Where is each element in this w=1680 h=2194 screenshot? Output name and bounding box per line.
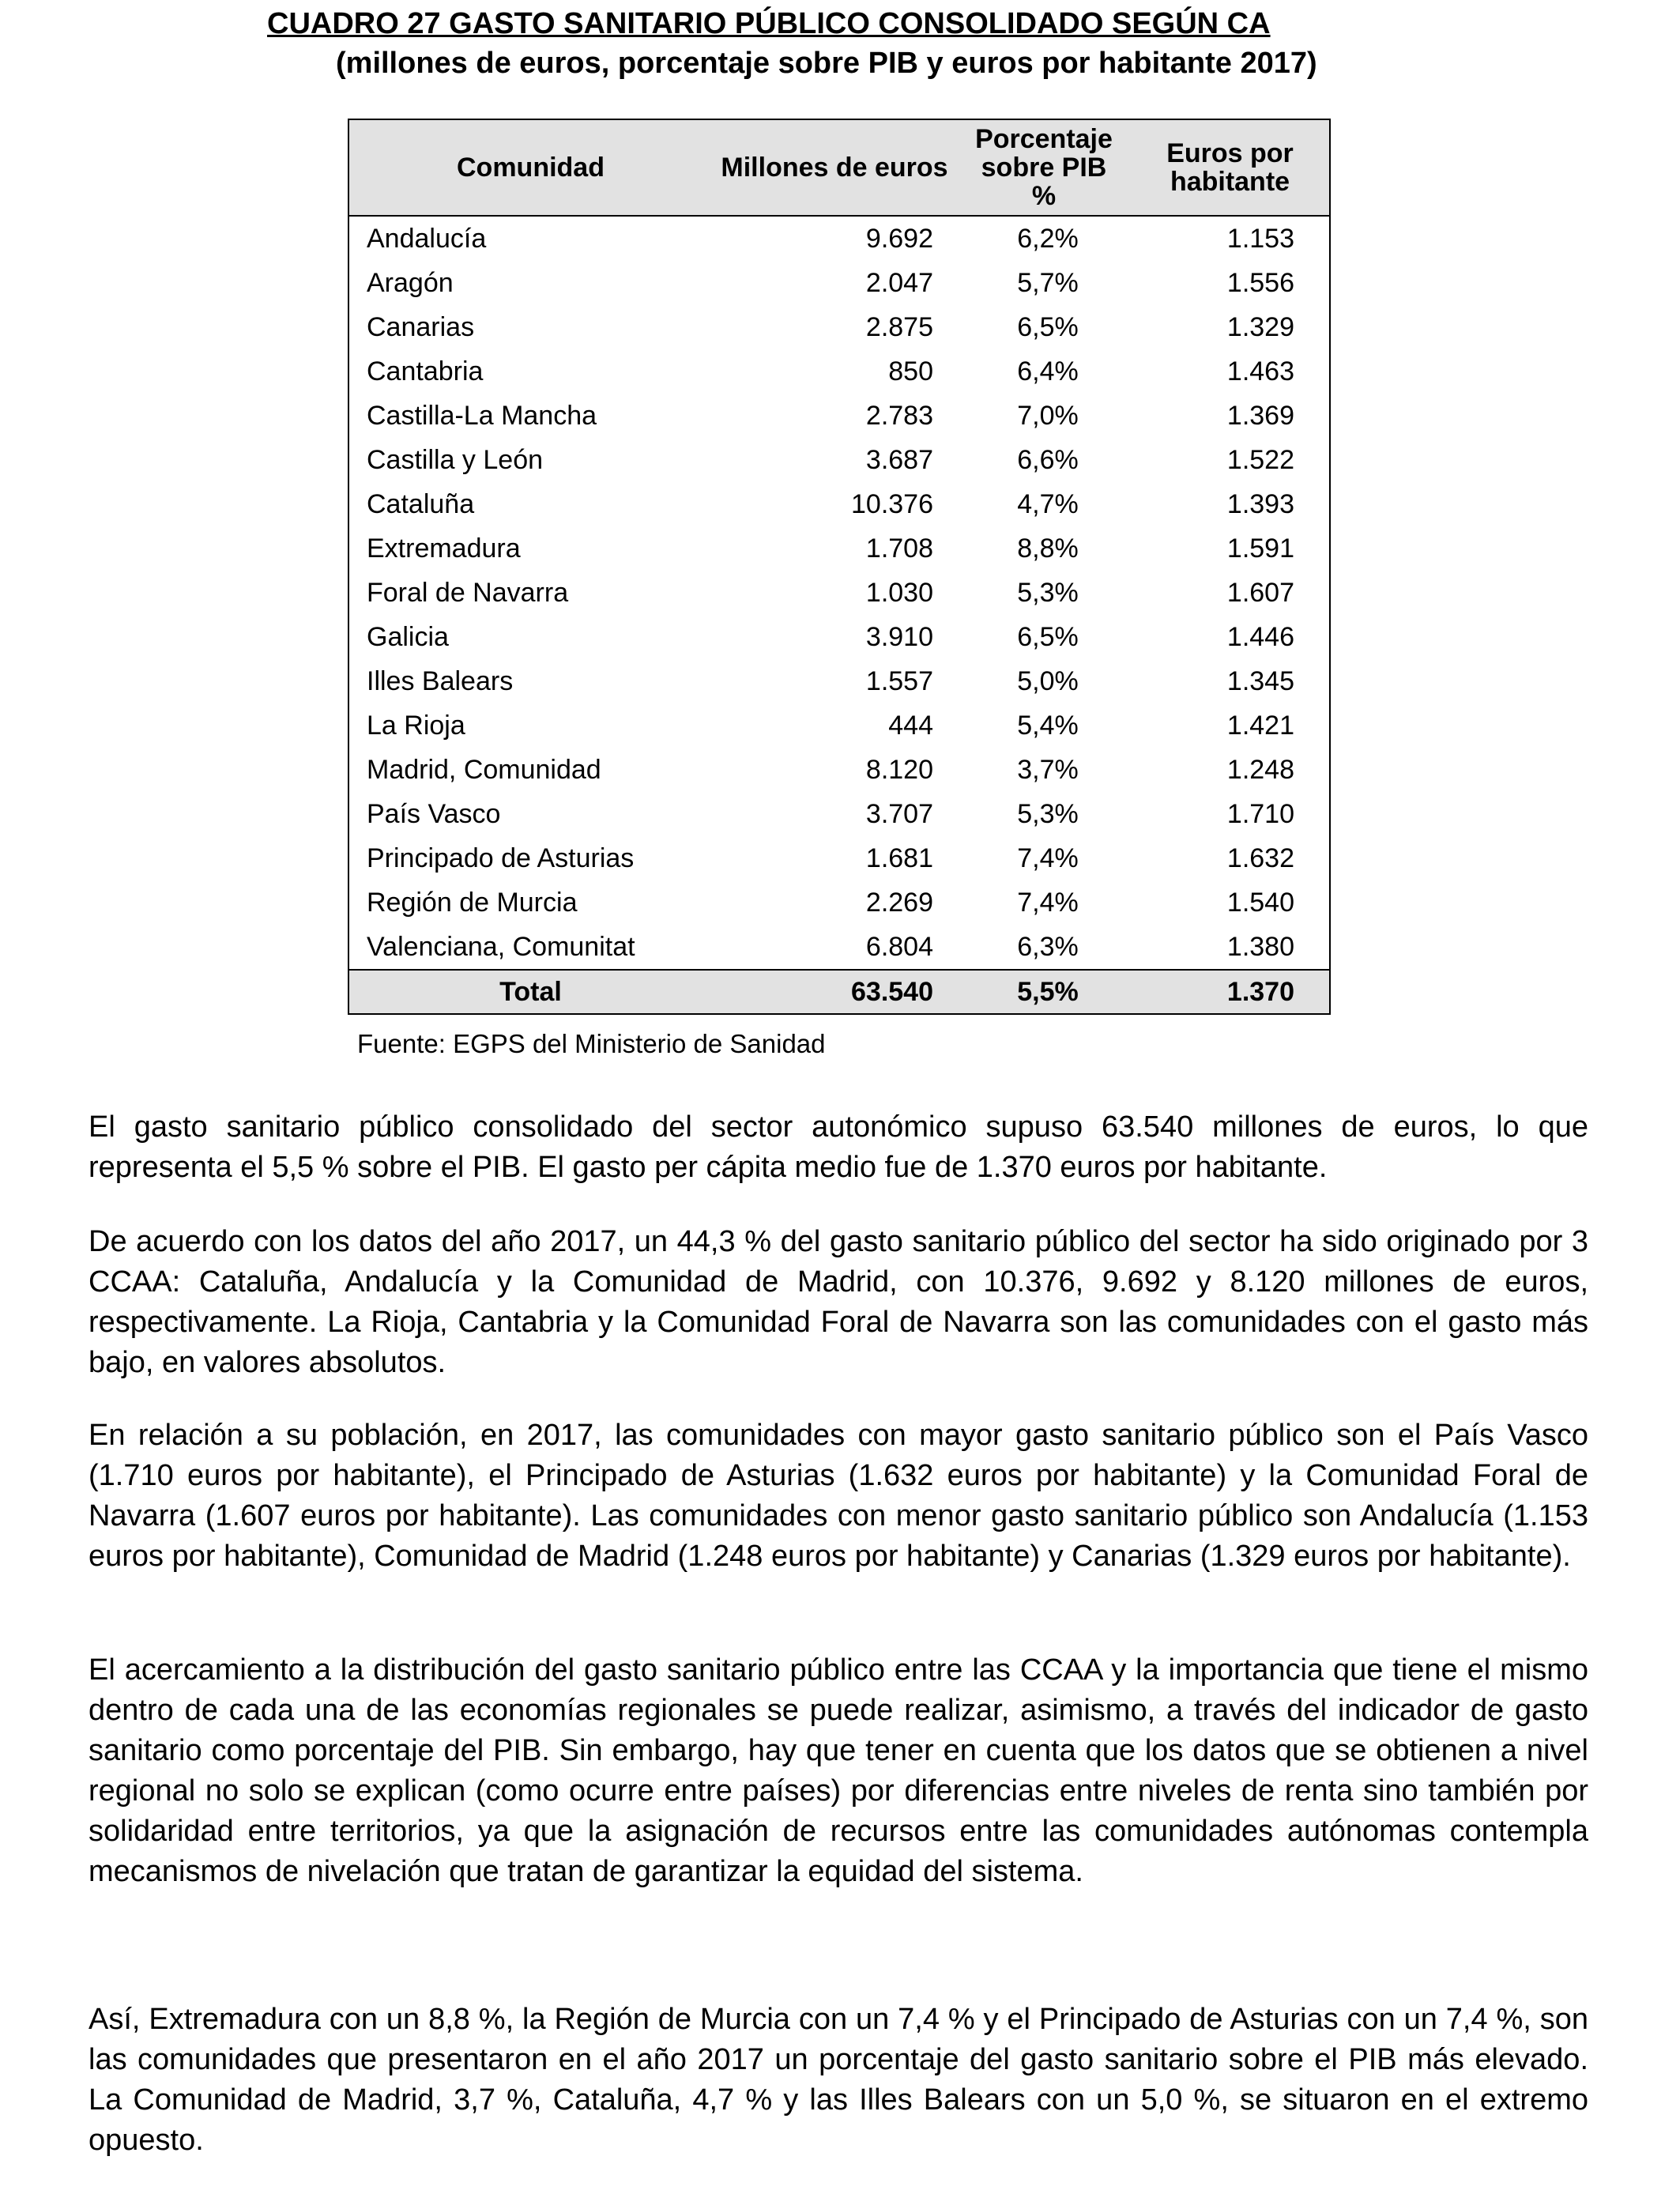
cell-euros: 1.607 xyxy=(1226,578,1294,608)
cell-millones: 1.030 xyxy=(865,578,933,608)
table-row xyxy=(348,659,1330,703)
cell-millones: 6.804 xyxy=(865,932,933,962)
header-euros-line2: habitante xyxy=(1170,167,1290,197)
cell-euros: 1.393 xyxy=(1226,489,1294,519)
data-table xyxy=(348,119,1331,1015)
table-row xyxy=(348,703,1330,748)
paragraph-2: De acuerdo con los datos del año 2017, un 44,3 % del gasto sanitario público del sector ha sido originado por 3 CCAA: Cataluña, Andalucía y la Comunidad de Madrid, con 10.376, 9.692 y 8.120 millones de euros, respectivamente. La Rioja, Cantabria y la Comunidad Foral de Navarra son las comunidades con el gasto más bajo, en valores absolutos. xyxy=(89,1225,1588,1379)
cell-euros: 1.710 xyxy=(1226,799,1294,829)
cell-porcentaje: 3,7% xyxy=(1017,755,1079,785)
cell-millones: 8.120 xyxy=(865,755,933,785)
cell-euros: 1.380 xyxy=(1226,932,1294,962)
cell-millones: 2.269 xyxy=(865,888,933,918)
cell-millones: 1.708 xyxy=(865,533,933,564)
cell-porcentaje: 6,5% xyxy=(1017,622,1079,652)
cell-millones: 3.687 xyxy=(865,445,933,475)
cell-millones: 2.875 xyxy=(865,312,933,342)
header-porcentaje-line1: Porcentaje xyxy=(975,124,1113,154)
header-porcentaje xyxy=(957,119,1131,216)
header-comunidad: Comunidad xyxy=(348,119,712,216)
cell-porcentaje: 7,0% xyxy=(1017,401,1079,431)
cell-comunidad: Castilla-La Mancha xyxy=(367,401,597,431)
cell-millones: 1.681 xyxy=(865,843,933,873)
cell-euros: 1.446 xyxy=(1226,622,1294,652)
header-porcentaje-line2: sobre PIB xyxy=(981,153,1107,183)
cell-euros: 1.248 xyxy=(1226,755,1294,785)
cell-comunidad: Extremadura xyxy=(367,533,521,564)
paragraph-3: En relación a su población, en 2017, las comunidades con mayor gasto sanitario público son el País Vasco (1.710 euros por habitante), el Principado de Asturias (1.632 euros por habitante) y la Comunidad Foral de Navarra (1.607 euros por habitante). Las comunidades con menor gasto sanitario público son Andalucía (1.153 euros por habitante), Comunidad de Madrid (1.248 euros por habitante) y Canarias (1.329 euros por habitante). xyxy=(89,1419,1588,1573)
cell-euros: 1.345 xyxy=(1226,666,1294,696)
table-row xyxy=(348,925,1330,970)
cell-comunidad: La Rioja xyxy=(367,711,465,741)
cell-euros: 1.540 xyxy=(1226,888,1294,918)
cell-comunidad: Castilla y León xyxy=(367,445,544,475)
cell-euros: 1.591 xyxy=(1226,533,1294,564)
table-row xyxy=(348,394,1330,438)
data-table-container xyxy=(348,119,1329,1015)
cell-comunidad: Galicia xyxy=(367,622,449,652)
cell-comunidad: País Vasco xyxy=(367,799,501,829)
cell-comunidad: Aragón xyxy=(367,268,454,298)
cell-porcentaje: 6,5% xyxy=(1017,312,1079,342)
cell-porcentaje: 6,3% xyxy=(1017,932,1079,962)
cell-porcentaje: 6,6% xyxy=(1017,445,1079,475)
header-euros-line1: Euros por xyxy=(1166,138,1294,168)
document-title: CUADRO 27 GASTO SANITARIO PÚBLICO CONSOLIDADO SEGÚN CA xyxy=(267,7,1271,40)
cell-millones: 3.707 xyxy=(865,799,933,829)
cell-euros: 1.522 xyxy=(1226,445,1294,475)
table-row xyxy=(348,880,1330,925)
header-millones: Millones de euros xyxy=(712,119,957,216)
cell-comunidad: Principado de Asturias xyxy=(367,843,635,873)
table-row xyxy=(348,526,1330,571)
cell-comunidad: Foral de Navarra xyxy=(367,578,569,608)
cell-millones: 2.783 xyxy=(865,401,933,431)
cell-porcentaje: 6,4% xyxy=(1017,356,1079,386)
cell-comunidad: Cantabria xyxy=(367,356,484,386)
table-row xyxy=(348,349,1330,394)
cell-euros: 1.329 xyxy=(1226,312,1294,342)
cell-euros: 1.370 xyxy=(1131,970,1330,1014)
cell-porcentaje: 4,7% xyxy=(1017,489,1079,519)
table-row xyxy=(348,836,1330,880)
cell-comunidad: Canarias xyxy=(367,312,475,342)
cell-millones: 850 xyxy=(888,356,933,386)
table-header-row xyxy=(348,119,1330,216)
cell-euros: 1.463 xyxy=(1226,356,1294,386)
table-source: Fuente: EGPS del Ministerio de Sanidad xyxy=(357,1029,826,1058)
cell-euros: 1.556 xyxy=(1226,268,1294,298)
table-row xyxy=(348,482,1330,526)
cell-porcentaje: 7,4% xyxy=(1017,843,1079,873)
table-total-row xyxy=(348,970,1330,1014)
paragraph-1: El gasto sanitario público consolidado del sector autonómico supuso 63.540 millones de euros, lo que representa el 5,5 % sobre el PIB. El gasto per cápita medio fue de 1.370 euros por habitante. xyxy=(89,1110,1588,1184)
cell-euros: 1.369 xyxy=(1226,401,1294,431)
table-row xyxy=(348,305,1330,349)
cell-porcentaje: 6,2% xyxy=(1017,224,1079,254)
table-row xyxy=(348,792,1330,836)
cell-comunidad: Cataluña xyxy=(367,489,475,519)
cell-porcentaje: 7,4% xyxy=(1017,888,1079,918)
cell-euros: 1.421 xyxy=(1226,711,1294,741)
cell-porcentaje: 5,7% xyxy=(1017,268,1079,298)
table-row xyxy=(348,615,1330,659)
cell-comunidad: Total xyxy=(348,970,712,1014)
table-row xyxy=(348,261,1330,305)
header-euros xyxy=(1131,119,1330,216)
cell-comunidad: Illes Balears xyxy=(367,666,514,696)
cell-porcentaje: 5,3% xyxy=(1017,578,1079,608)
cell-comunidad: Región de Murcia xyxy=(367,888,578,918)
cell-millones: 3.910 xyxy=(865,622,933,652)
table-row xyxy=(348,571,1330,615)
cell-porcentaje: 5,4% xyxy=(1017,711,1079,741)
table-body xyxy=(348,216,1330,1014)
cell-porcentaje: 5,0% xyxy=(1017,666,1079,696)
paragraph-5: Así, Extremadura con un 8,8 %, la Región de Murcia con un 7,4 % y el Principado de Asturias con un 7,4 %, son las comunidades que presentaron en el año 2017 un porcentaje del gasto sanitario sobre el PIB más elevado. La Comunidad de Madrid, 3,7 %, Cataluña, 4,7 % y las Illes Balears con un 5,0 %, se situaron en el extremo opuesto. xyxy=(89,2003,1588,2157)
header-porcentaje-line3: % xyxy=(1031,181,1057,211)
cell-millones: 2.047 xyxy=(865,268,933,298)
cell-porcentaje: 5,3% xyxy=(1017,799,1079,829)
document-subtitle: (millones de euros, porcentaje sobre PIB y euros por habitante 2017) xyxy=(336,47,1317,80)
cell-millones: 444 xyxy=(888,711,933,741)
cell-euros: 1.632 xyxy=(1226,843,1294,873)
cell-comunidad: Andalucía xyxy=(367,224,487,254)
cell-comunidad: Madrid, Comunidad xyxy=(367,755,601,785)
cell-millones: 1.557 xyxy=(865,666,933,696)
cell-millones: 63.540 xyxy=(712,970,957,1014)
cell-euros: 1.153 xyxy=(1226,224,1294,254)
cell-millones: 10.376 xyxy=(851,489,933,519)
cell-porcentaje: 8,8% xyxy=(1017,533,1079,564)
cell-comunidad: Valenciana, Comunitat xyxy=(367,932,635,962)
table-row xyxy=(348,748,1330,792)
paragraph-4: El acercamiento a la distribución del gasto sanitario público entre las CCAA y la importancia que tiene el mismo dentro de cada una de las economías regionales se puede realizar, asimismo, a través del indicador de gasto sanitario como porcentaje del PIB. Sin embargo, hay que tener en cuenta que los datos que se obtienen a nivel regional no solo se explican (como ocurre entre países) por diferencias entre niveles de renta sino también por solidaridad entre territorios, ya que la asignación de recursos entre las comunidades autónomas contempla mecanismos de nivelación que tratan de garantizar la equidad del sistema. xyxy=(89,1653,1588,1888)
table-row xyxy=(348,216,1330,261)
table-row xyxy=(348,438,1330,482)
cell-porcentaje: 5,5% xyxy=(957,970,1131,1014)
cell-millones: 9.692 xyxy=(865,224,933,254)
